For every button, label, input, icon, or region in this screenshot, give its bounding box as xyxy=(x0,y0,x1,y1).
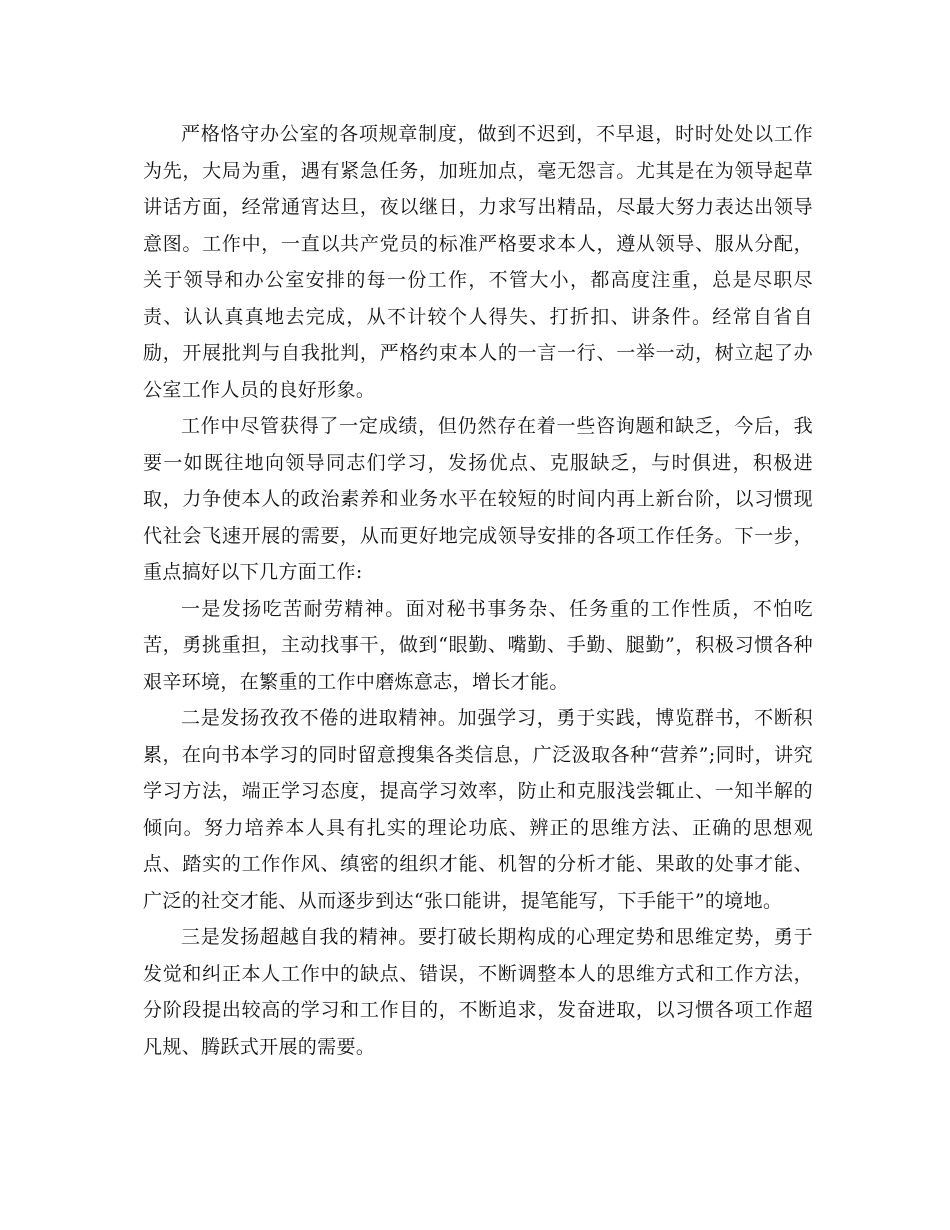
paragraph-self-surpassing-spirit: 三是发扬超越自我的精神。要打破长期构成的心理定势和思维定势，勇于发觉和纠正本人工作中的缺点、错误，不断调整本人的思维方式和工作方法，分阶段提出较高的学习和工作目的，不断追求，发奋进取，以习惯各项工作超凡规、腾跃式开展的需要。 xyxy=(143,926,813,1058)
paragraph-work-discipline: 严格恪守办公室的各项规章制度，做到不迟到，不早退，时时处处以工作为先，大局为重，遇有紧急任务，加班加点，毫无怨言。尤其是在为领导起草讲话方面，经常通宵达旦，夜以继日，力求写出精品，尽最大努力表达出领导意图。工作中，一直以共产党员的标准严格要求本人，遵从领导、服从分配，关于领导和办公室安排的每一份工作，不管大小，都高度注重，总是尽职尽责、认认真真地去完成，从不计较个人得失、打折扣、讲条件。经常自省自励，开展批判与自我批判，严格约束本人的一言一行、一举一动，树立起了办公室工作人员的良好形象。 xyxy=(143,123,813,401)
paragraph-hardworking-spirit: 一是发扬吃苦耐劳精神。面对秘书事务杂、任务重的工作性质，不怕吃苦，勇挑重担，主动找事干，做到“眼勤、嘴勤、手勤、腿勤”，积极习惯各种艰辛环境，在繁重的工作中磨炼意志，增长才能。 xyxy=(143,597,813,693)
document-body xyxy=(143,116,813,1065)
paragraph-shortcomings-and-plan: 工作中尽管获得了一定成绩，但仍然存在着一些咨询题和缺乏，今后，我要一如既往地向领导同志们学习，发扬优点、克服缺乏，与时俱进，积极进取，力争使本人的政治素养和业务水平在较短的时间内再上新台阶，以习惯现代社会飞速开展的需要，从而更好地完成领导安排的各项工作任务。下一步，重点搞好以下几方面工作: xyxy=(143,415,813,583)
paragraph-learning-spirit: 二是发扬孜孜不倦的进取精神。加强学习，勇于实践，博览群书，不断积累，在向书本学习的同时留意搜集各类信息，广泛汲取各种“营养”;同时，讲究学习方法，端正学习态度，提高学习效率，防止和克服浅尝辄止、一知半解的倾向。努力培养本人具有扎实的理论功底、辨正的思维方法、正确的思想观点、踏实的工作作风、缜密的组织才能、机智的分析才能、果敢的处事才能、广泛的社交才能、从而逐步到达“张口能讲，提笔能写，下手能干”的境地。 xyxy=(143,707,813,912)
